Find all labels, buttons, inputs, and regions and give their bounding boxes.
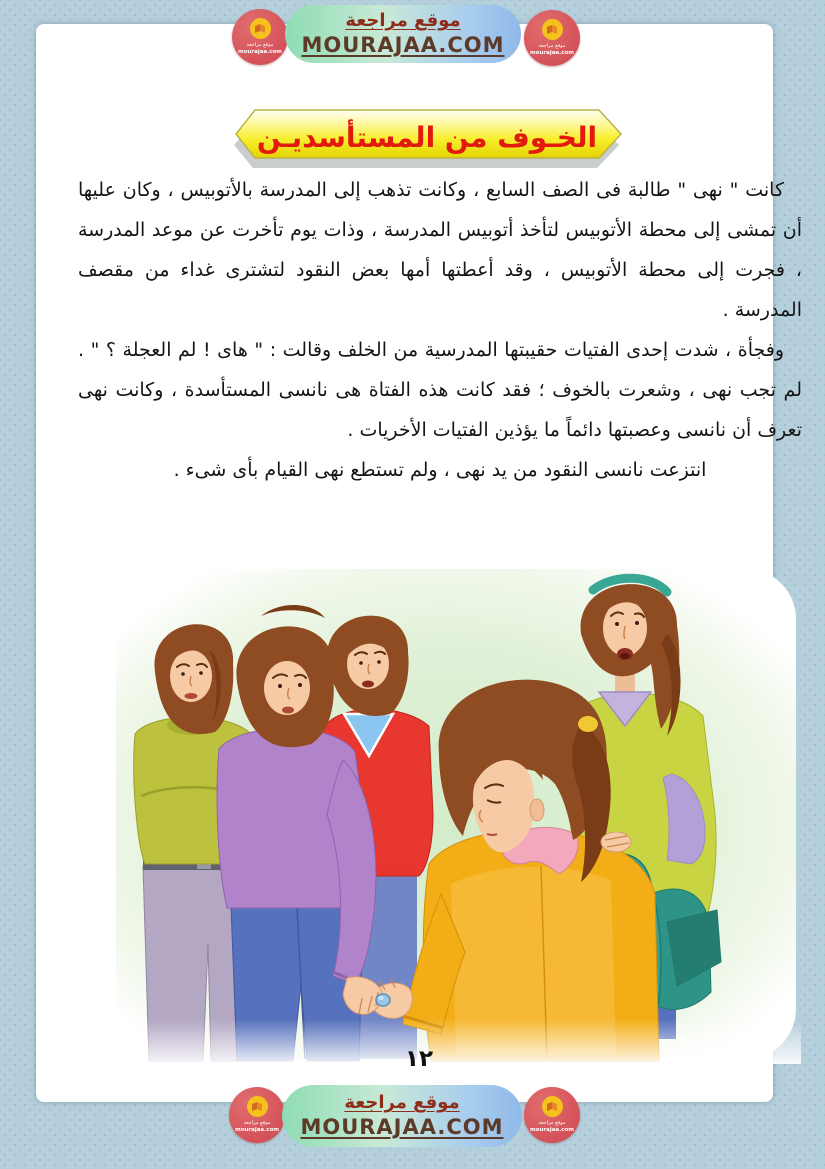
header-brand-pill [285,5,521,63]
story-text [78,170,802,490]
badge-site-name: موقع مراجعة [538,43,566,50]
badge-site-domain: mourajaa.com [237,48,283,55]
site-name-link[interactable]: موقع مراجعة [344,1092,460,1114]
bottom-fade [111,1019,801,1064]
footer-left-logo-badge [229,1087,285,1143]
footer-right-logo-badge [524,1087,580,1143]
book-icon [542,1096,563,1117]
badge-site-name: موقع مراجعة [246,42,274,49]
badge-site-name: موقع مراجعة [243,1120,271,1127]
site-domain-link[interactable]: MOURAJAA.COM [300,1114,504,1139]
book-icon [250,18,271,39]
book-icon [542,19,563,40]
badge-site-domain: mourajaa.com [529,49,575,56]
document-page [36,24,802,1102]
page-title: الخـوف من المستأسديـن [256,120,598,154]
site-name-link[interactable]: موقع مراجعة [345,10,461,32]
site-domain-link[interactable]: MOURAJAA.COM [301,32,505,57]
story-paragraph-2: وفجأة ، شدت إحدى الفتيات حقيبتها المدرسية من الخلف وقالت : " هاى ! لم العجلة ؟ " . لم تجب نهى ، وشعرت بالخوف ؛ فقد كانت هذه الفتاة هى نانسى المستأسدة ، وكانت نهى تعرف أن نانسى وعصبتها دائماً ما يؤذين الفتيات الأخريات . [78,339,802,441]
badge-site-name: موقع مراجعة [538,1120,566,1127]
story-illustration [111,564,801,1064]
header-left-logo-badge [232,9,288,65]
story-paragraph-3: انتزعت نانسى النقود من يد نهى ، ولم تستطع نهى القيام بأى شىء . [173,459,707,481]
title-banner [231,106,623,170]
hand-on-shoulder [601,832,631,852]
page-number: ١٢ [404,1046,434,1072]
header-right-logo-badge [524,10,580,66]
coin [376,994,390,1006]
story-paragraph-1: كانت " نهى " طالبة فى الصف السابع ، وكانت تذهب إلى المدرسة بالأتوبيس ، وكان عليها أن تمشى إلى محطة الأتوبيس لتأخذ أتوبيس المدرسة ، وذات يوم تأخرت عن موعد المدرسة ، فجرت إلى محطة الأتوبيس ، وقد أعطتها أمها بعض النقود لتشترى غداء من مقصف المدرسة . [78,179,802,321]
badge-site-domain: mourajaa.com [234,1126,280,1133]
book-icon [247,1096,268,1117]
hair-scrunchie [578,716,598,732]
badge-site-domain: mourajaa.com [529,1126,575,1133]
footer-brand-pill [282,1085,522,1147]
